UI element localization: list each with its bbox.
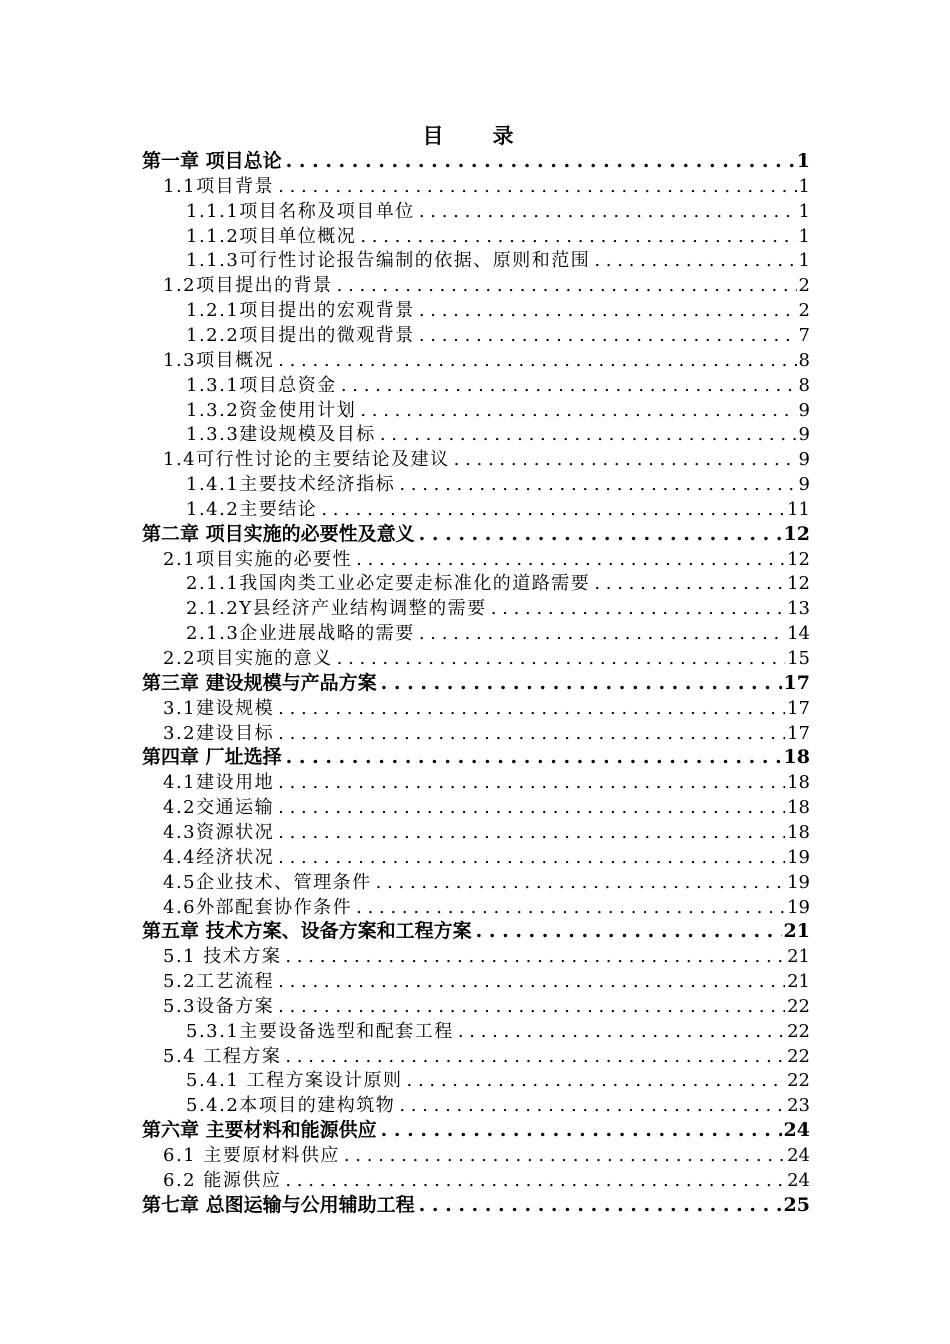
toc-page-number: 21 (787, 946, 810, 968)
toc-entry-text: 6.1 主要原材料供应 (163, 1145, 340, 1166)
toc-entry[interactable] (142, 1118, 810, 1143)
toc-entry[interactable] (163, 1143, 810, 1168)
toc-entry-text: 4.3资源状况 (163, 821, 275, 843)
toc-dot-leader (417, 199, 797, 224)
toc-entry-text: 第五章 技术方案、设备方案和工程方案 (142, 920, 472, 943)
toc-page-number: 18 (787, 821, 810, 843)
toc-page-number: 24 (787, 1169, 810, 1191)
toc-entry-text: 1.3.3建设规模及目标 (186, 424, 376, 446)
toc-entry[interactable] (163, 646, 810, 671)
toc-entry[interactable] (163, 795, 810, 820)
toc-entry[interactable] (163, 721, 810, 746)
toc-page-number: 22 (787, 1070, 810, 1092)
toc-entry-text: 第四章 厂址选择 (142, 746, 282, 769)
toc-entry[interactable] (186, 1093, 810, 1118)
toc-entry-text: 4.2交通运输 (163, 797, 275, 819)
toc-entry-text: 1.3项目概况 (163, 349, 275, 371)
toc-page-number: 19 (787, 846, 810, 868)
toc-entry[interactable] (186, 422, 810, 447)
toc-entry[interactable] (163, 348, 810, 373)
toc-entry-text: 5.3设备方案 (163, 995, 275, 1017)
toc-entry-text: 2.2项目实施的意义 (163, 648, 333, 669)
toc-entry[interactable] (163, 273, 810, 298)
toc-page-number: 1 (798, 225, 810, 247)
toc-dot-leader (335, 273, 797, 298)
toc-dot-leader (417, 522, 782, 547)
toc-entry-text: 3.2建设目标 (163, 722, 275, 744)
toc-dot-leader (397, 472, 796, 497)
toc-entry[interactable] (142, 919, 810, 944)
toc-dot-leader (417, 323, 797, 348)
toc-entry-text: 2.1.1我国肉类工业必定要走标准化的道路需要 (186, 573, 591, 595)
toc-dot-leader (276, 770, 785, 795)
toc-entry[interactable] (163, 547, 810, 572)
toc-entry-text: 第三章 建设规模与产品方案 (142, 671, 377, 694)
toc-entry-text: 5.4.1 工程方案设计原则 (186, 1070, 403, 1092)
toc-page-number: 12 (783, 522, 810, 545)
toc-entry[interactable] (186, 472, 810, 497)
toc-page-number: 17 (787, 722, 810, 744)
toc-dot-leader (339, 373, 797, 398)
toc-dot-leader (456, 1019, 785, 1044)
toc-entry[interactable] (163, 174, 810, 199)
toc-dot-leader (276, 721, 785, 746)
toc-entry-text: 5.1 技术方案 (163, 946, 282, 968)
toc-dot-leader (342, 1143, 785, 1168)
toc-dot-leader (397, 1093, 785, 1118)
toc-dot-leader (405, 1068, 786, 1093)
toc-entry[interactable] (142, 671, 810, 696)
toc-dot-leader (452, 447, 797, 472)
toc-dot-leader (489, 596, 785, 621)
toc-entry[interactable] (163, 1168, 810, 1193)
toc-page-number: 24 (783, 1119, 810, 1142)
toc-dot-leader (378, 422, 797, 447)
toc-entry-text: 5.4.2本项目的建构筑物 (186, 1095, 396, 1117)
toc-entry-text: 5.3.1主要设备选型和配套工程 (186, 1020, 454, 1042)
toc-page-number: 9 (798, 424, 810, 446)
toc-entry[interactable] (142, 522, 810, 547)
toc-page-number: 24 (787, 1145, 810, 1166)
toc-entry[interactable] (163, 845, 810, 870)
toc-dot-leader (374, 870, 785, 895)
toc-dot-leader (335, 646, 785, 671)
toc-entry-text: 1.2.1项目提出的宏观背景 (186, 300, 415, 322)
toc-page-number: 18 (783, 746, 810, 769)
toc-dot-leader (379, 1118, 782, 1143)
toc-entry[interactable] (142, 1193, 810, 1218)
toc-page-number: 23 (787, 1095, 810, 1117)
toc-dot-leader (354, 895, 785, 920)
toc-dot-leader (284, 149, 795, 174)
toc-dot-leader (276, 845, 785, 870)
toc-page-number: 1 (798, 175, 810, 197)
toc-dot-leader (276, 969, 785, 994)
toc-page-number: 18 (787, 797, 810, 819)
toc-dot-leader (358, 398, 796, 423)
toc-page-number: 7 (798, 324, 810, 346)
toc-page-number: 19 (787, 896, 810, 918)
toc-title: 目 录 (422, 123, 528, 148)
toc-dot-leader (276, 795, 785, 820)
toc-entry[interactable] (163, 994, 810, 1019)
toc-entry-text: 第六章 主要材料和能源供应 (142, 1119, 377, 1142)
toc-page-number: 1 (798, 250, 810, 272)
toc-entry[interactable] (163, 1044, 810, 1069)
toc-dot-leader (283, 1044, 785, 1069)
toc-entry[interactable] (186, 224, 810, 249)
toc-entry[interactable] (163, 895, 810, 920)
toc-entry-text: 2.1项目实施的必要性 (163, 548, 353, 570)
toc-entry[interactable] (186, 497, 810, 522)
toc-entry-text: 1.2项目提出的背景 (163, 275, 333, 297)
toc-dot-leader (354, 547, 785, 572)
toc-entry-text: 第一章 项目总论 (142, 150, 282, 172)
toc-entry-text: 1.1.3可行性讨论报告编制的依据、原则和范围 (186, 250, 591, 272)
toc-entry[interactable] (186, 199, 810, 224)
toc-page-number: 22 (787, 1045, 810, 1067)
toc-page-number: 22 (787, 1020, 810, 1042)
toc-entry[interactable] (163, 696, 810, 721)
toc-entry[interactable] (163, 820, 810, 845)
toc-page-number: 8 (798, 349, 810, 371)
toc-entry[interactable] (163, 870, 810, 895)
toc-page-number: 9 (798, 449, 810, 471)
toc-entry-text: 1.1.1项目名称及项目单位 (186, 200, 415, 222)
toc-entry-text: 1.4.2主要结论 (186, 498, 318, 520)
toc-entry[interactable] (186, 621, 810, 646)
toc-page-number: 22 (787, 995, 810, 1017)
toc-dot-leader (592, 248, 796, 273)
toc-entry[interactable] (186, 571, 810, 596)
toc-dot-leader (358, 224, 796, 249)
toc-entry[interactable] (163, 770, 810, 795)
toc-page-number: 13 (787, 598, 810, 620)
toc-page-number: 21 (787, 971, 810, 993)
toc-entry[interactable] (186, 298, 810, 323)
toc-entry-text: 5.4 工程方案 (163, 1045, 282, 1067)
toc-page-number: 2 (798, 300, 810, 322)
toc-page-number: 9 (798, 399, 810, 421)
toc-page-number: 1 (796, 150, 810, 172)
toc-entry-text: 2.1.3企业进展战略的需要 (186, 623, 415, 645)
toc-entry-text: 第二章 项目实施的必要性及意义 (142, 522, 415, 545)
toc-dot-leader (417, 298, 797, 323)
toc-entry[interactable] (186, 373, 810, 398)
toc-page-number: 1 (798, 200, 810, 222)
toc-dot-leader (474, 919, 782, 944)
toc-dot-leader (417, 1193, 782, 1218)
toc-entry-text: 6.2 能源供应 (163, 1169, 282, 1191)
toc-entry[interactable] (186, 596, 810, 621)
toc-entry-text: 4.1建设用地 (163, 772, 275, 794)
toc-entry[interactable] (186, 323, 810, 348)
toc-entry[interactable] (142, 149, 810, 174)
toc-entry[interactable] (186, 398, 810, 423)
toc-entry-text: 4.4经济状况 (163, 846, 275, 868)
toc-page-number: 25 (783, 1193, 810, 1216)
toc-entry-text: 5.2工艺流程 (163, 971, 275, 993)
toc-dot-leader (319, 497, 785, 522)
toc-entry[interactable] (186, 248, 810, 273)
toc-entry-text: 4.6外部配套协作条件 (163, 896, 353, 918)
toc-entry[interactable] (186, 1068, 810, 1093)
toc-entry-text: 1.2.2项目提出的微观背景 (186, 324, 415, 346)
toc-entry-text: 1.3.2资金使用计划 (186, 399, 357, 421)
toc-dot-leader (417, 621, 785, 646)
toc-dot-leader (276, 348, 796, 373)
toc-page-number: 12 (787, 548, 810, 570)
toc-entry[interactable] (186, 1019, 810, 1044)
toc-page-number: 18 (787, 772, 810, 794)
toc-entry-text: 第七章 总图运输与公用辅助工程 (142, 1193, 415, 1216)
toc-entry-text: 1.3.1项目总资金 (186, 374, 337, 396)
toc-entry-text: 3.1建设规模 (163, 697, 275, 719)
toc-dot-leader (592, 571, 785, 596)
toc-page-number: 17 (783, 671, 810, 694)
toc-entry-text: 1.4.1主要技术经济指标 (186, 474, 396, 496)
toc-entry[interactable] (163, 944, 810, 969)
toc-dot-leader (276, 820, 785, 845)
toc-page-number: 15 (787, 648, 810, 669)
toc-entry[interactable] (163, 447, 810, 472)
toc-page-number: 21 (783, 920, 810, 943)
toc-entry-text: 1.4可行性讨论的主要结论及建议 (163, 449, 450, 471)
toc-dot-leader (276, 696, 785, 721)
toc-page-number: 12 (787, 573, 810, 595)
toc-entry[interactable] (142, 745, 810, 770)
toc-entry-text: 2.1.2Y县经济产业结构调整的需要 (186, 598, 487, 620)
toc-dot-leader (276, 174, 796, 199)
toc-page-number: 11 (787, 498, 810, 520)
toc-page-number: 2 (798, 275, 810, 297)
toc-page-number: 17 (787, 697, 810, 719)
toc-dot-leader (276, 994, 785, 1019)
toc-entry-text: 4.5企业技术、管理条件 (163, 871, 372, 893)
toc-page-number: 19 (787, 871, 810, 893)
toc-dot-leader (283, 944, 785, 969)
toc-entry-text: 1.1.2项目单位概况 (186, 225, 357, 247)
toc-dot-leader (379, 671, 782, 696)
toc-page-number: 8 (798, 374, 810, 396)
toc-page-number: 9 (798, 474, 810, 496)
toc-dot-leader (283, 1168, 785, 1193)
toc-entry[interactable] (163, 969, 810, 994)
toc-dot-leader (284, 745, 782, 770)
toc-entry-text: 1.1项目背景 (163, 175, 275, 197)
toc-page-number: 14 (787, 623, 810, 645)
